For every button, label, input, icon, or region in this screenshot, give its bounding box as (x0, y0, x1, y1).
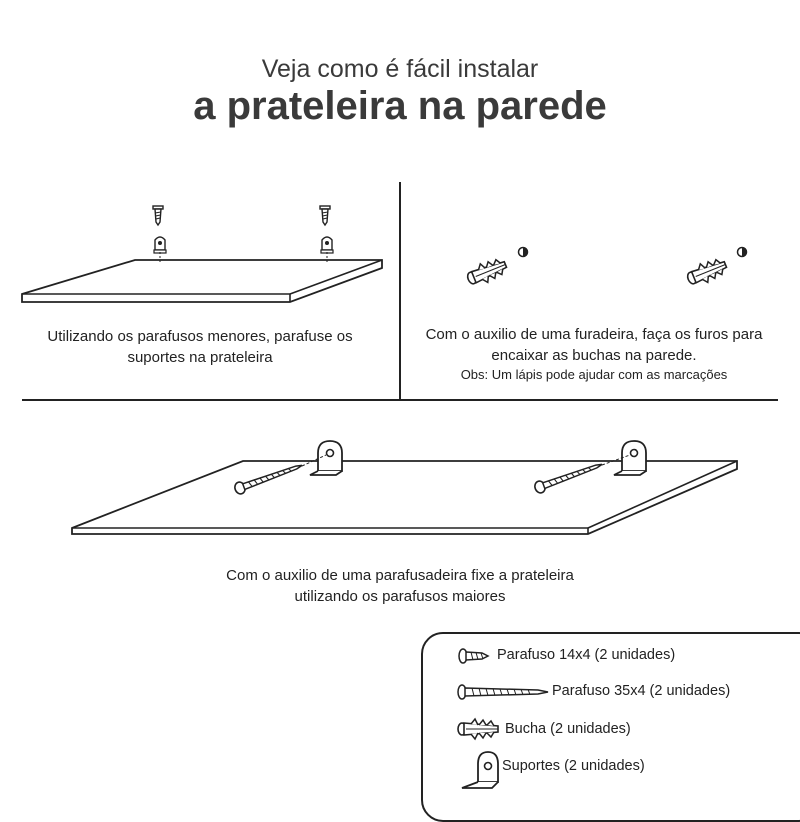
subtitle: Veja como é fácil instalar (261, 55, 539, 83)
legend-label-wall-plug: Bucha (2 unidades) (505, 721, 631, 737)
step1-caption: Utilizando os parafusos menores, parafuse os suportes na prateleira (47, 328, 353, 366)
wall-plug-icon (465, 255, 510, 289)
bracket-icon (321, 237, 333, 253)
step3-caption: Com o auxilio de uma parafusadeira fixe a prateleira utilizando os parafusos maiores (226, 567, 574, 605)
legend-label-small-screw: Parafuso 14x4 (2 unidades) (497, 647, 676, 663)
step2-caption: Com o auxilio de uma furadeira, faça os furos para encaixar as buchas na parede. (425, 326, 763, 364)
bracket-icon (154, 237, 166, 253)
page-title: a prateleira na parede (193, 84, 607, 128)
step3-illustration (72, 441, 737, 534)
step1-illustration (22, 206, 382, 302)
wall-plug-icon (685, 255, 730, 289)
small-screw-icon (320, 206, 330, 225)
legend-label-long-screw: Parafuso 35x4 (2 unidades) (552, 683, 731, 699)
step2-illustration (465, 248, 747, 289)
step2-note: Obs: Um lápis pode ajudar com as marcações (460, 367, 728, 382)
legend-label-bracket: Suportes (2 unidades) (502, 758, 645, 774)
small-screw-icon (153, 206, 163, 225)
